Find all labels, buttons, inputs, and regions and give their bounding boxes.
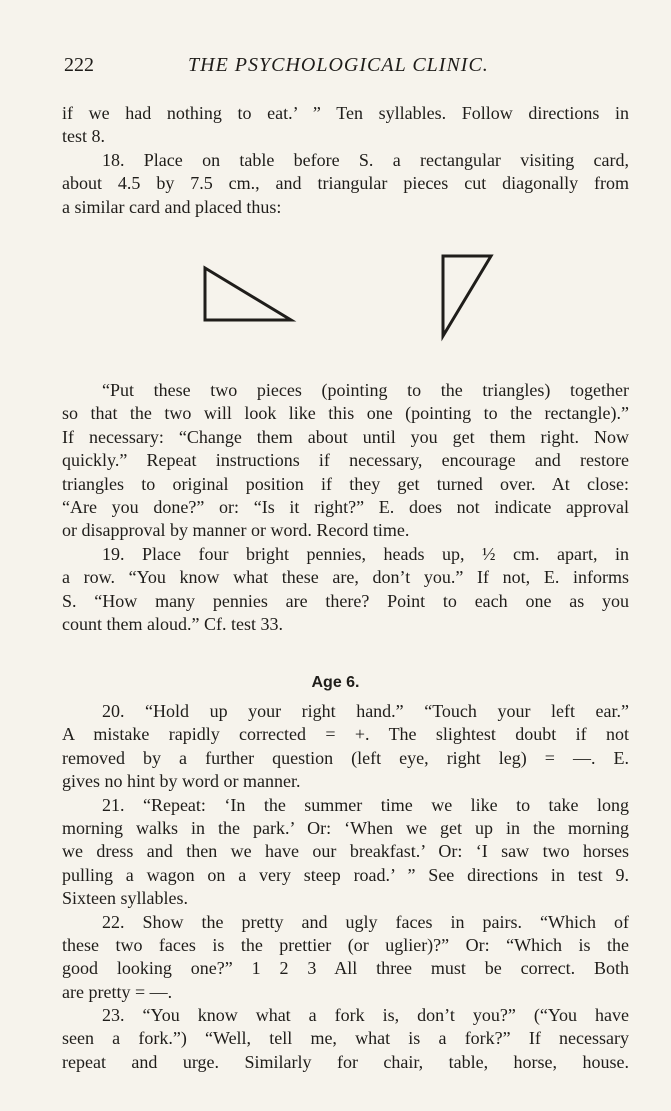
text-line: if we had nothing to eat.’ ” Ten syllables. Follow directions in [62,103,629,123]
text-line: test 8. [62,126,105,147]
text-line: “Put these two pieces (pointing to the triangles) together [102,380,629,400]
text-line: 18. Place on table before S. a rectangular visiting card, [102,149,629,170]
text-line: or disapproval by manner or word. Record time. [62,520,410,541]
text-line: pulling a wagon on a very steep road.’ ” See directions in test 9. [62,864,629,885]
text-line: are pretty = —. [62,981,173,1002]
page-number: 222 [64,54,94,76]
text-line: count them aloud.” Cf. test 33. [62,613,283,634]
text-line: 21. “Repeat: ‘In the summer time we like to take long [102,794,629,815]
text-line: about 4.5 by 7.5 cm., and triangular pieces cut diagonally from [62,173,629,194]
text-line: we dress and then we have our breakfast.’ Or: ‘I saw two horses [62,841,629,862]
text-line: 23. “You know what a fork is, don’t you?” (“You have [102,1005,629,1026]
paragraph-block-3 [62,700,629,1074]
text-line: “Are you done?” or: “Is it right?” E. does not indicate approval [62,496,629,517]
text-line: gives no hint by word or manner. [62,771,301,792]
text-line: a similar card and placed thus: [62,196,282,217]
text-line: 19. Place four bright pennies, heads up, ½ cm. apart, in [102,543,629,564]
paragraph-block-2 [62,379,629,636]
text-line: so that the two will look like this one (pointing to the rectangle).” [62,403,629,424]
triangle-pieces-figure [195,248,515,348]
text-line: quickly.” Repeat instructions if necessary, encourage and restore [62,450,629,471]
page-header [64,54,631,80]
text-line: removed by a further question (left eye, right leg) = —. E. [62,747,629,768]
section-heading: Age 6. [311,674,360,691]
text-line: good looking one?” 1 2 3 All three must be correct. Both [62,958,629,979]
text-line: seen a fork.”) “Well, tell me, what is a fork?” If necessary [62,1028,629,1049]
running-title: THE PSYCHOLOGICAL CLINIC. [188,54,489,76]
text-line: Sixteen syllables. [62,888,188,909]
triangle-left [205,268,291,320]
text-line: 20. “Hold up your right hand.” “Touch your left ear.” [102,701,629,721]
triangle-right [443,256,491,336]
text-line: triangles to original position if they get turned over. At close: [62,473,629,494]
text-line: repeat and urge. Similarly for chair, table, horse, house. [62,1051,629,1072]
text-line: a row. “You know what these are, don’t you.” If not, E. informs [62,567,629,588]
paragraph-block-1 [62,102,629,219]
text-line: 22. Show the pretty and ugly faces in pairs. “Which of [102,911,629,932]
text-line: these two faces is the prettier (or uglier)?” Or: “Which is the [62,934,629,955]
text-line: morning walks in the park.’ Or: ‘When we get up in the morning [62,817,629,838]
text-line: If necessary: “Change them about until you get them right. Now [62,426,629,447]
text-line: A mistake rapidly corrected = +. The slightest doubt if not [62,724,629,745]
text-line: S. “How many pennies are there? Point to each one as you [62,590,629,611]
